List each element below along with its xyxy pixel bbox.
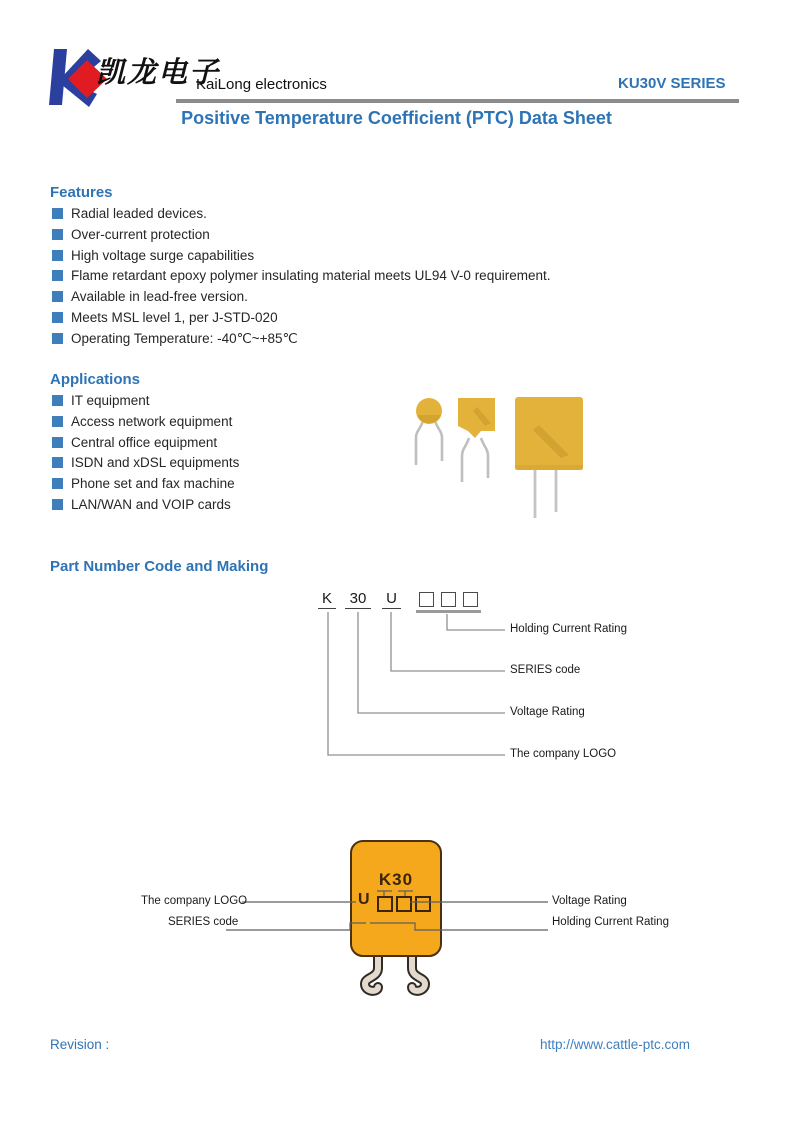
list-item	[50, 454, 239, 475]
marking-series-char: U	[358, 891, 370, 908]
company-name-chinese: 凯龙电子	[96, 55, 221, 89]
bullet-square-icon	[52, 416, 63, 427]
company-name-english: KaiLong electronics	[196, 76, 327, 93]
applications-list	[50, 392, 239, 517]
label-company-logo: The company LOGO	[510, 748, 617, 760]
application-text: Access network equipment	[71, 413, 233, 429]
list-item	[50, 309, 550, 330]
list-item	[50, 288, 550, 309]
code-char-logo: K	[318, 590, 336, 609]
bullet-square-icon	[52, 437, 63, 448]
bullet-square-icon	[52, 270, 63, 281]
list-item	[50, 496, 239, 517]
marking-digit-box	[415, 896, 431, 912]
part-number-heading: Part Number Code and Making	[50, 558, 269, 575]
digit-group-underline	[416, 610, 481, 613]
revision-label: Revision :	[50, 1037, 110, 1052]
code-digit-box	[419, 592, 434, 607]
bullet-square-icon	[52, 229, 63, 240]
marking-label-holding-current: Holding Current Rating	[552, 916, 669, 928]
bullet-square-icon	[52, 499, 63, 510]
feature-text: Over-current protection	[71, 226, 210, 242]
label-series-code: SERIES code	[510, 664, 581, 676]
applications-heading: Applications	[50, 371, 141, 388]
list-item	[50, 330, 550, 351]
feature-text: Available in lead-free version.	[71, 289, 248, 305]
list-item	[50, 413, 239, 434]
series-name: KU30V SERIES	[618, 75, 726, 92]
code-char-series: U	[382, 590, 401, 609]
feature-text: Meets MSL level 1, per J-STD-020	[71, 309, 278, 325]
bullet-square-icon	[52, 208, 63, 219]
bullet-square-icon	[52, 312, 63, 323]
application-text: ISDN and xDSL equipments	[71, 455, 240, 471]
feature-text: High voltage surge capabilities	[71, 247, 255, 263]
list-item	[50, 247, 550, 268]
page-title: Positive Temperature Coefficient (PTC) Data Sheet	[181, 108, 612, 128]
list-item	[50, 475, 239, 496]
application-text: IT equipment	[71, 393, 150, 408]
marking-label-voltage-rating: Voltage Rating	[552, 895, 627, 907]
bullet-square-icon	[52, 478, 63, 489]
list-item	[50, 392, 239, 413]
code-digit-box	[441, 592, 456, 607]
feature-text: Operating Temperature: -40℃~+85℃	[71, 330, 298, 346]
application-text: LAN/WAN and VOIP cards	[71, 496, 231, 512]
label-voltage-rating: Voltage Rating	[510, 706, 585, 718]
marking-digit-box	[396, 896, 412, 912]
feature-text: Flame retardant epoxy polymer insulating material meets UL94 V-0 requirement.	[71, 268, 551, 284]
bullet-square-icon	[52, 291, 63, 302]
label-holding-current: Holding Current Rating	[510, 623, 627, 635]
header-divider	[176, 99, 739, 103]
features-list	[50, 205, 550, 351]
list-item	[50, 226, 550, 247]
feature-text: Radial leaded devices.	[71, 206, 207, 221]
bullet-square-icon	[52, 457, 63, 468]
code-char-voltage: 30	[345, 590, 371, 609]
website-link[interactable]: http://www.cattle-ptc.com	[540, 1037, 691, 1052]
list-item	[50, 434, 239, 455]
features-heading: Features	[50, 184, 113, 201]
bullet-square-icon	[52, 333, 63, 344]
marking-label-series-code: SERIES code	[168, 916, 239, 928]
marking-label-company-logo: The company LOGO	[141, 895, 248, 907]
bullet-square-icon	[52, 395, 63, 406]
list-item	[50, 267, 550, 288]
application-text: Central office equipment	[71, 434, 218, 450]
code-digit-box	[463, 592, 478, 607]
marking-body-text: K30	[378, 870, 414, 889]
product-photo-ptc-devices	[393, 385, 593, 530]
application-text: Phone set and fax machine	[71, 476, 235, 492]
bullet-square-icon	[52, 250, 63, 261]
list-item	[50, 205, 550, 226]
marking-digit-box	[377, 896, 393, 912]
